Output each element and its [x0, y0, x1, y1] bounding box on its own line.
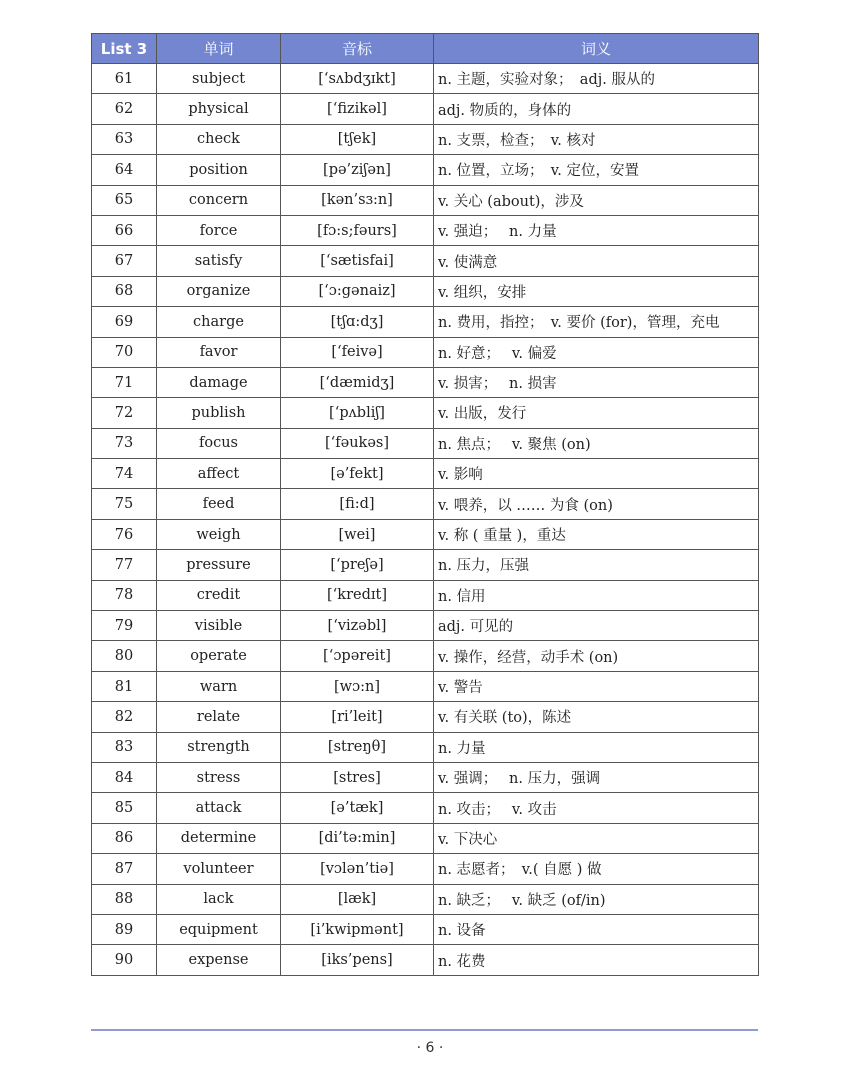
table-row [92, 215, 759, 245]
entry-meaning: v. 使满意 [434, 246, 759, 276]
entry-meaning: n. 位置，立场； v. 定位，安置 [434, 155, 759, 185]
entry-number: 78 [92, 580, 157, 610]
table-row [92, 519, 759, 549]
table-row [92, 945, 759, 975]
entry-number: 90 [92, 945, 157, 975]
table-row [92, 732, 759, 762]
entry-meaning: n. 缺乏； v. 缺乏 (of/in) [434, 884, 759, 914]
entry-number: 68 [92, 276, 157, 306]
entry-phonetic: [pə’ziʃən] [281, 155, 434, 185]
entry-word: visible [157, 611, 281, 641]
entry-meaning: v. 下决心 [434, 823, 759, 853]
entry-meaning: v. 有关联 (to)，陈述 [434, 702, 759, 732]
entry-word: concern [157, 185, 281, 215]
entry-number: 75 [92, 489, 157, 519]
entry-phonetic: [‘dæmidʒ] [281, 367, 434, 397]
page-number: · 6 · [416, 1040, 444, 1056]
entry-number: 89 [92, 914, 157, 944]
entry-phonetic: [‘kredɪt] [281, 580, 434, 610]
entry-meaning: v. 强迫； n. 力量 [434, 215, 759, 245]
entry-word: lack [157, 884, 281, 914]
entry-phonetic: [wei] [281, 519, 434, 549]
entry-phonetic: [‘ɔpəreit] [281, 641, 434, 671]
entry-meaning: n. 主题，实验对象； adj. 服从的 [434, 64, 759, 94]
entry-word: organize [157, 276, 281, 306]
entry-phonetic: [fɔ:s;fəurs] [281, 215, 434, 245]
entry-meaning: v. 出版，发行 [434, 398, 759, 428]
table-row [92, 459, 759, 489]
entry-number: 63 [92, 124, 157, 154]
entry-word: operate [157, 641, 281, 671]
entry-meaning: v. 强调； n. 压力，强调 [434, 762, 759, 792]
table-row [92, 367, 759, 397]
entry-meaning: n. 好意； v. 偏爱 [434, 337, 759, 367]
entry-phonetic: [di’tə:min] [281, 823, 434, 853]
table-row [92, 185, 759, 215]
entry-number: 67 [92, 246, 157, 276]
entry-phonetic: [iks’pens] [281, 945, 434, 975]
list-number-header: List 3 [92, 34, 157, 64]
entry-number: 84 [92, 762, 157, 792]
entry-number: 65 [92, 185, 157, 215]
entry-meaning: n. 信用 [434, 580, 759, 610]
table-row [92, 94, 759, 124]
entry-meaning: adj. 可见的 [434, 611, 759, 641]
entry-phonetic: [vɔlən’tiə] [281, 854, 434, 884]
table-row [92, 428, 759, 458]
entry-phonetic: [tʃɑ:dʒ] [281, 307, 434, 337]
entry-word: expense [157, 945, 281, 975]
entry-number: 87 [92, 854, 157, 884]
entry-meaning: n. 支票，检查； v. 核对 [434, 124, 759, 154]
entry-number: 82 [92, 702, 157, 732]
entry-meaning: v. 影响 [434, 459, 759, 489]
entry-meaning: adj. 物质的，身体的 [434, 94, 759, 124]
entry-phonetic: [fi:d] [281, 489, 434, 519]
entry-number: 86 [92, 823, 157, 853]
entry-word: feed [157, 489, 281, 519]
entry-number: 80 [92, 641, 157, 671]
table-row [92, 398, 759, 428]
entry-word: favor [157, 337, 281, 367]
table-row [92, 793, 759, 823]
entry-word: position [157, 155, 281, 185]
entry-number: 66 [92, 215, 157, 245]
table-row [92, 854, 759, 884]
entry-phonetic: [‘vizəbl] [281, 611, 434, 641]
entry-number: 88 [92, 884, 157, 914]
entry-number: 62 [92, 94, 157, 124]
entry-meaning: v. 损害； n. 损害 [434, 367, 759, 397]
entry-phonetic: [‘ɔ:gənaiz] [281, 276, 434, 306]
entry-phonetic: [tʃek] [281, 124, 434, 154]
table-row [92, 64, 759, 94]
entry-phonetic: [ri’leit] [281, 702, 434, 732]
entry-phonetic: [stres] [281, 762, 434, 792]
entry-number: 71 [92, 367, 157, 397]
word-column-header: 单词 [157, 34, 281, 64]
entry-phonetic: [‘sætisfai] [281, 246, 434, 276]
entry-word: determine [157, 823, 281, 853]
entry-meaning: n. 压力，压强 [434, 550, 759, 580]
entry-meaning: v. 关心 (about)，涉及 [434, 185, 759, 215]
entry-meaning: v. 警告 [434, 671, 759, 701]
entry-number: 73 [92, 428, 157, 458]
entry-number: 70 [92, 337, 157, 367]
table-header-row [92, 34, 759, 64]
entry-word: focus [157, 428, 281, 458]
entry-word: strength [157, 732, 281, 762]
entry-number: 61 [92, 64, 157, 94]
entry-word: charge [157, 307, 281, 337]
table-row [92, 823, 759, 853]
entry-phonetic: [wɔ:n] [281, 671, 434, 701]
phonetic-column-header: 音标 [281, 34, 434, 64]
entry-phonetic: [læk] [281, 884, 434, 914]
entry-word: damage [157, 367, 281, 397]
table-row [92, 671, 759, 701]
entry-number: 85 [92, 793, 157, 823]
entry-number: 81 [92, 671, 157, 701]
vocabulary-table [91, 33, 759, 976]
entry-word: warn [157, 671, 281, 701]
entry-word: relate [157, 702, 281, 732]
entry-meaning: n. 攻击； v. 攻击 [434, 793, 759, 823]
footer-divider [91, 1029, 758, 1031]
entry-number: 69 [92, 307, 157, 337]
entry-meaning: v. 喂养，以 …… 为食 (on) [434, 489, 759, 519]
entry-phonetic: [‘pʌbliʃ] [281, 398, 434, 428]
entry-meaning: n. 力量 [434, 732, 759, 762]
entry-phonetic: [‘fəukəs] [281, 428, 434, 458]
table-row [92, 124, 759, 154]
entry-word: force [157, 215, 281, 245]
table-row [92, 914, 759, 944]
table-row [92, 276, 759, 306]
table-row [92, 580, 759, 610]
entry-meaning: n. 费用，指控； v. 要价 (for)，管理，充电 [434, 307, 759, 337]
entry-word: equipment [157, 914, 281, 944]
entry-number: 64 [92, 155, 157, 185]
entry-number: 72 [92, 398, 157, 428]
entry-word: check [157, 124, 281, 154]
entry-phonetic: [streŋθ] [281, 732, 434, 762]
entry-number: 74 [92, 459, 157, 489]
entry-number: 83 [92, 732, 157, 762]
entry-word: pressure [157, 550, 281, 580]
entry-word: attack [157, 793, 281, 823]
table-body [92, 64, 759, 976]
entry-number: 79 [92, 611, 157, 641]
table-row [92, 337, 759, 367]
table-row [92, 550, 759, 580]
entry-number: 77 [92, 550, 157, 580]
entry-word: publish [157, 398, 281, 428]
meaning-column-header: 词义 [434, 34, 759, 64]
entry-phonetic: [ə’fekt] [281, 459, 434, 489]
entry-number: 76 [92, 519, 157, 549]
entry-phonetic: [i’kwipmənt] [281, 914, 434, 944]
entry-meaning: n. 焦点； v. 聚焦 (on) [434, 428, 759, 458]
entry-meaning: v. 称 ( 重量 )，重达 [434, 519, 759, 549]
table-row [92, 611, 759, 641]
table-row [92, 246, 759, 276]
table-row [92, 762, 759, 792]
entry-meaning: v. 操作，经营，动手术 (on) [434, 641, 759, 671]
table-row [92, 641, 759, 671]
entry-meaning: n. 志愿者； v.( 自愿 ) 做 [434, 854, 759, 884]
entry-meaning: n. 设备 [434, 914, 759, 944]
entry-word: affect [157, 459, 281, 489]
entry-phonetic: [‘sʌbdʒɪkt] [281, 64, 434, 94]
entry-word: volunteer [157, 854, 281, 884]
entry-word: satisfy [157, 246, 281, 276]
table-row [92, 884, 759, 914]
table-row [92, 307, 759, 337]
entry-phonetic: [‘feivə] [281, 337, 434, 367]
entry-phonetic: [‘preʃə] [281, 550, 434, 580]
entry-word: subject [157, 64, 281, 94]
table-row [92, 702, 759, 732]
entry-phonetic: [‘fizikəl] [281, 94, 434, 124]
table-row [92, 155, 759, 185]
entry-meaning: v. 组织，安排 [434, 276, 759, 306]
entry-word: weigh [157, 519, 281, 549]
table-row [92, 489, 759, 519]
entry-phonetic: [ə’tæk] [281, 793, 434, 823]
entry-word: stress [157, 762, 281, 792]
entry-word: physical [157, 94, 281, 124]
entry-word: credit [157, 580, 281, 610]
entry-meaning: n. 花费 [434, 945, 759, 975]
entry-phonetic: [kən’sɜ:n] [281, 185, 434, 215]
